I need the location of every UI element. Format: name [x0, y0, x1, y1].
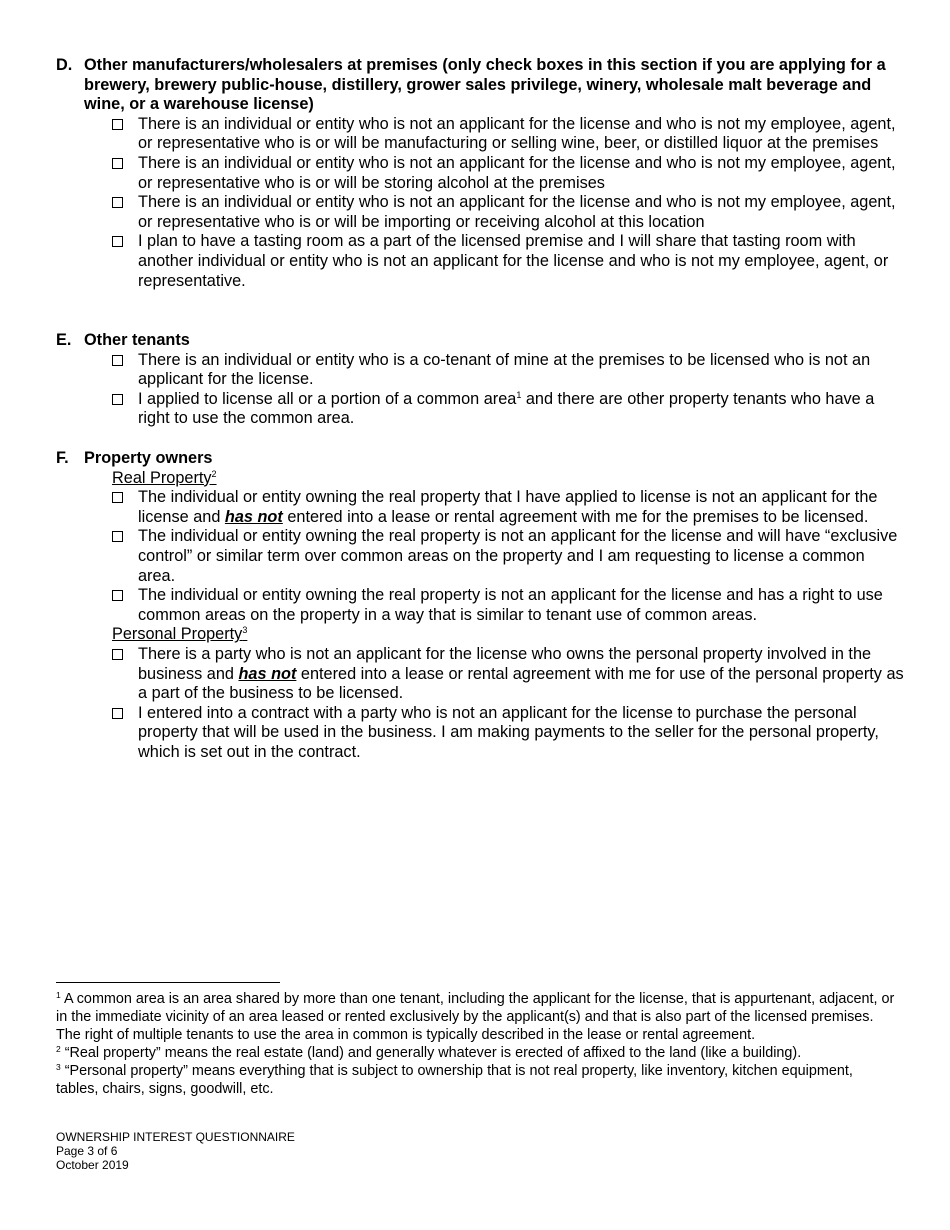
- checkbox[interactable]: [112, 649, 123, 660]
- checkbox-label: There is an individual or entity who is a co-tenant of mine at the premises to be licensed who is not an applicant for the license.: [138, 350, 871, 389]
- footnotes: [56, 990, 896, 1098]
- emphasis-text: has not: [238, 664, 297, 683]
- form-title: OWNERSHIP INTEREST QUESTIONNAIRE: [56, 1130, 295, 1144]
- footnote: $^3$ “Personal property” means everything that is subject to ownership that is not real property, like inventory, kitchen equipment, tables, chairs, signs, goodwill, etc.: [56, 1062, 853, 1097]
- section-f-heading: [56, 449, 906, 469]
- page-number: Page 3 of 6: [56, 1144, 118, 1158]
- checkbox[interactable]: [112, 394, 123, 405]
- checkbox[interactable]: [112, 236, 123, 247]
- form-date: October 2019: [56, 1158, 129, 1172]
- section-e-letter: E.: [56, 331, 72, 349]
- checkbox-label: There is an individual or entity who is not an applicant for the license and who is not my employee, agent, or representative who is or will be manufacturing or selling wine, beer, or distilled liquor at the premises: [138, 114, 896, 153]
- page-footer: [56, 1130, 295, 1172]
- checkbox-item: [112, 351, 906, 390]
- label-text: and there are other property tenants who have a right to use the common area.: [138, 389, 875, 428]
- checkbox[interactable]: [112, 197, 123, 208]
- section-e-title: Other tenants: [84, 331, 190, 349]
- section-e: [56, 331, 906, 429]
- label-text: I applied to license all or a portion of a common area: [138, 389, 517, 408]
- section-d-letter: D.: [56, 56, 73, 74]
- section-f-title: Property owners: [84, 449, 213, 467]
- checkbox-label: The individual or entity owning the real property that I have applied to license is not an applicant for the license and has not entered into a lease or rental agreement with me for the premises to be licensed.: [138, 488, 878, 526]
- personal-property-subheading: Personal Property$^3$: [112, 625, 248, 644]
- checkbox[interactable]: [112, 590, 123, 601]
- checkbox-item: [112, 115, 906, 154]
- checkbox-label: There is a party who is not an applicant for the license who owns the personal property involved in the business and has not entered into a lease or rental agreement with me for use of the personal property as a part of the business to be licensed.: [138, 644, 904, 703]
- checkbox-item: [112, 586, 906, 625]
- checkbox-label: The individual or entity owning the real property is not an applicant for the license and will have “exclusive control” or similar term over common areas on the property and I am requesting to license a common area.: [138, 527, 898, 585]
- checkbox[interactable]: [112, 531, 123, 542]
- checkbox[interactable]: [112, 158, 123, 169]
- checkbox-item: [112, 527, 906, 586]
- section-d-title: Other manufacturers/wholesalers at premises (only check boxes in this section if you are applying for a brewery, brewery public-house, distillery, grower sales privilege, winery, wholesale malt beverage and wine, or a warehouse license): [84, 56, 886, 114]
- checkbox-item: [112, 390, 906, 429]
- checkbox-item: [112, 645, 906, 704]
- section-e-heading: [56, 331, 906, 351]
- checkbox-label: There is an individual or entity who is not an applicant for the license and who is not my employee, agent, or representative who is or will be importing or receiving alcohol at this location: [138, 193, 896, 231]
- section-f: [56, 449, 906, 763]
- checkbox-item: [112, 488, 906, 527]
- checkbox-item: [112, 193, 906, 232]
- checkbox-item: [112, 704, 906, 763]
- checkbox[interactable]: [112, 119, 123, 130]
- checkbox-label: There is an individual or entity who is not an applicant for the license and who is not my employee, agent, or representative who is or will be storing alcohol at the premises: [138, 153, 896, 192]
- checkbox-item: [112, 154, 906, 193]
- footnote-separator: [56, 982, 280, 983]
- checkbox-label: [138, 390, 906, 429]
- section-d: [56, 56, 906, 291]
- checkbox[interactable]: [112, 355, 123, 366]
- checkbox-label: I plan to have a tasting room as a part of the licensed premise and I will share that tasting room with another individual or entity who is not an applicant for the license and who is not my employee, agent, or representative.: [138, 232, 889, 290]
- emphasis-text: has not: [224, 507, 283, 526]
- footnote-ref: 3: [242, 625, 248, 636]
- checkbox-label: The individual or entity owning the real property is not an applicant for the license and has a right to use common areas on the property in a way that is similar to tenant use of common areas.: [138, 586, 883, 624]
- footnote-ref: 1: [516, 389, 522, 400]
- checkbox[interactable]: [112, 492, 123, 503]
- footnote: $^1$ A common area is an area shared by more than one tenant, including the applicant for the license, that is appurtenant, adjacent, or in the immediate vicinity of an area leased or rented exclusively by the applicant(s) and that is also part of the licensed premises. The right of multiple tenants to use the area in common is typically described in the lease or rental agreement.: [56, 990, 895, 1043]
- real-property-subheading: Real Property$^2$: [112, 468, 217, 487]
- section-f-letter: F.: [56, 449, 69, 467]
- checkbox[interactable]: [112, 708, 123, 719]
- footnote: $^2$ “Real property” means the real estate (land) and generally whatever is erected of affixed to the land (like a building).: [56, 1044, 802, 1061]
- footnote-ref: 2: [211, 468, 217, 479]
- section-d-heading: [56, 56, 906, 115]
- checkbox-label: I entered into a contract with a party who is not an applicant for the license to purchase the personal property that will be used in the business. I am making payments to the seller for the personal property, which is set out in the contract.: [138, 703, 879, 761]
- checkbox-item: [112, 232, 906, 291]
